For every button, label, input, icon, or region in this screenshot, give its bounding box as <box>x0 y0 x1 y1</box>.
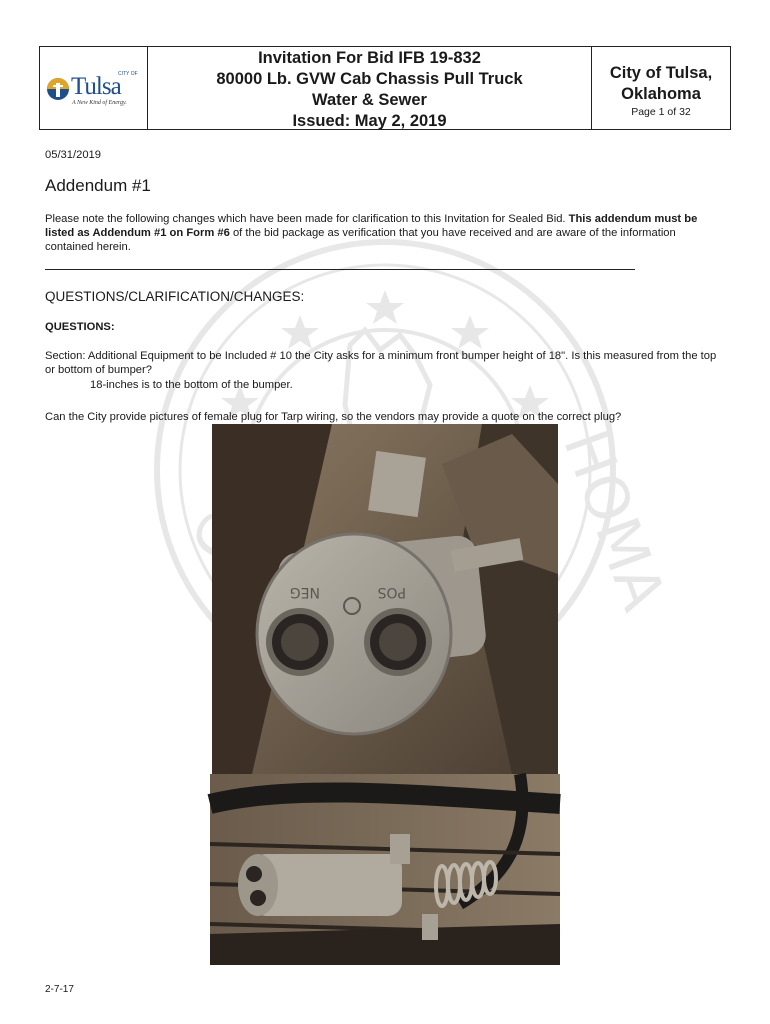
plug-label-neg: NEG <box>289 584 320 600</box>
question-2: Can the City provide pictures of female plug for Tarp wiring, so the vendors may provide a quote on the correct plug? <box>45 411 622 423</box>
note-part-2: of the bid package as verification that you have received and are aware of the information contained herein. <box>45 227 676 253</box>
photo-plug-front <box>212 424 558 774</box>
bid-title-line-1: Invitation For Bid IFB 19-832 <box>258 49 481 67</box>
footer-revision: 2-7-17 <box>45 984 74 995</box>
city-line-2: Oklahoma <box>621 85 701 103</box>
horizontal-rule <box>45 269 635 270</box>
bid-title-line-2: 80000 Lb. GVW Cab Chassis Pull Truck <box>216 70 523 88</box>
bid-title-line-3: Water & Sewer <box>312 91 427 109</box>
svg-text:HOMA: HOMA <box>549 421 679 620</box>
note-part-1: Please note the following changes which have been made for clarification to this Invitation for Sealed Bid. <box>45 213 569 225</box>
city-block <box>592 47 730 129</box>
bid-title-block <box>148 47 592 129</box>
addendum-note <box>45 212 725 254</box>
answer-1: 18-inches is to the bottom of the bumper. <box>90 379 293 391</box>
page-number: Page 1 of 32 <box>631 106 691 118</box>
city-line-1: City of Tulsa, <box>609 64 713 82</box>
photo-plug-side <box>210 774 560 965</box>
city-logo <box>40 47 148 129</box>
logo-tagline: A New Kind of Energy. <box>72 100 127 106</box>
plug-front-illustration <box>212 424 558 774</box>
document-date: 05/31/2019 <box>45 149 101 161</box>
document-header <box>39 46 731 130</box>
plug-side-illustration <box>210 774 560 965</box>
logo-small-caps: CITY OF <box>118 71 138 77</box>
note-bold: This addendum must be listed as Addendum #1 on Form #6 <box>45 213 698 239</box>
bid-title-line-4: Issued: May 2, 2019 <box>292 112 447 130</box>
logo-wordmark: Tulsa <box>71 73 121 100</box>
question-1: Section: Additional Equipment to be Included # 10 the City asks for a minimum front bumper height of 18". Is this measured from the top or bottom of bumper? <box>45 350 717 376</box>
plug-label-pos: POS <box>377 584 406 600</box>
addendum-title: Addendum #1 <box>45 176 151 195</box>
questions-label: QUESTIONS: <box>45 321 115 333</box>
section-heading: QUESTIONS/CLARIFICATION/CHANGES: <box>45 289 305 304</box>
